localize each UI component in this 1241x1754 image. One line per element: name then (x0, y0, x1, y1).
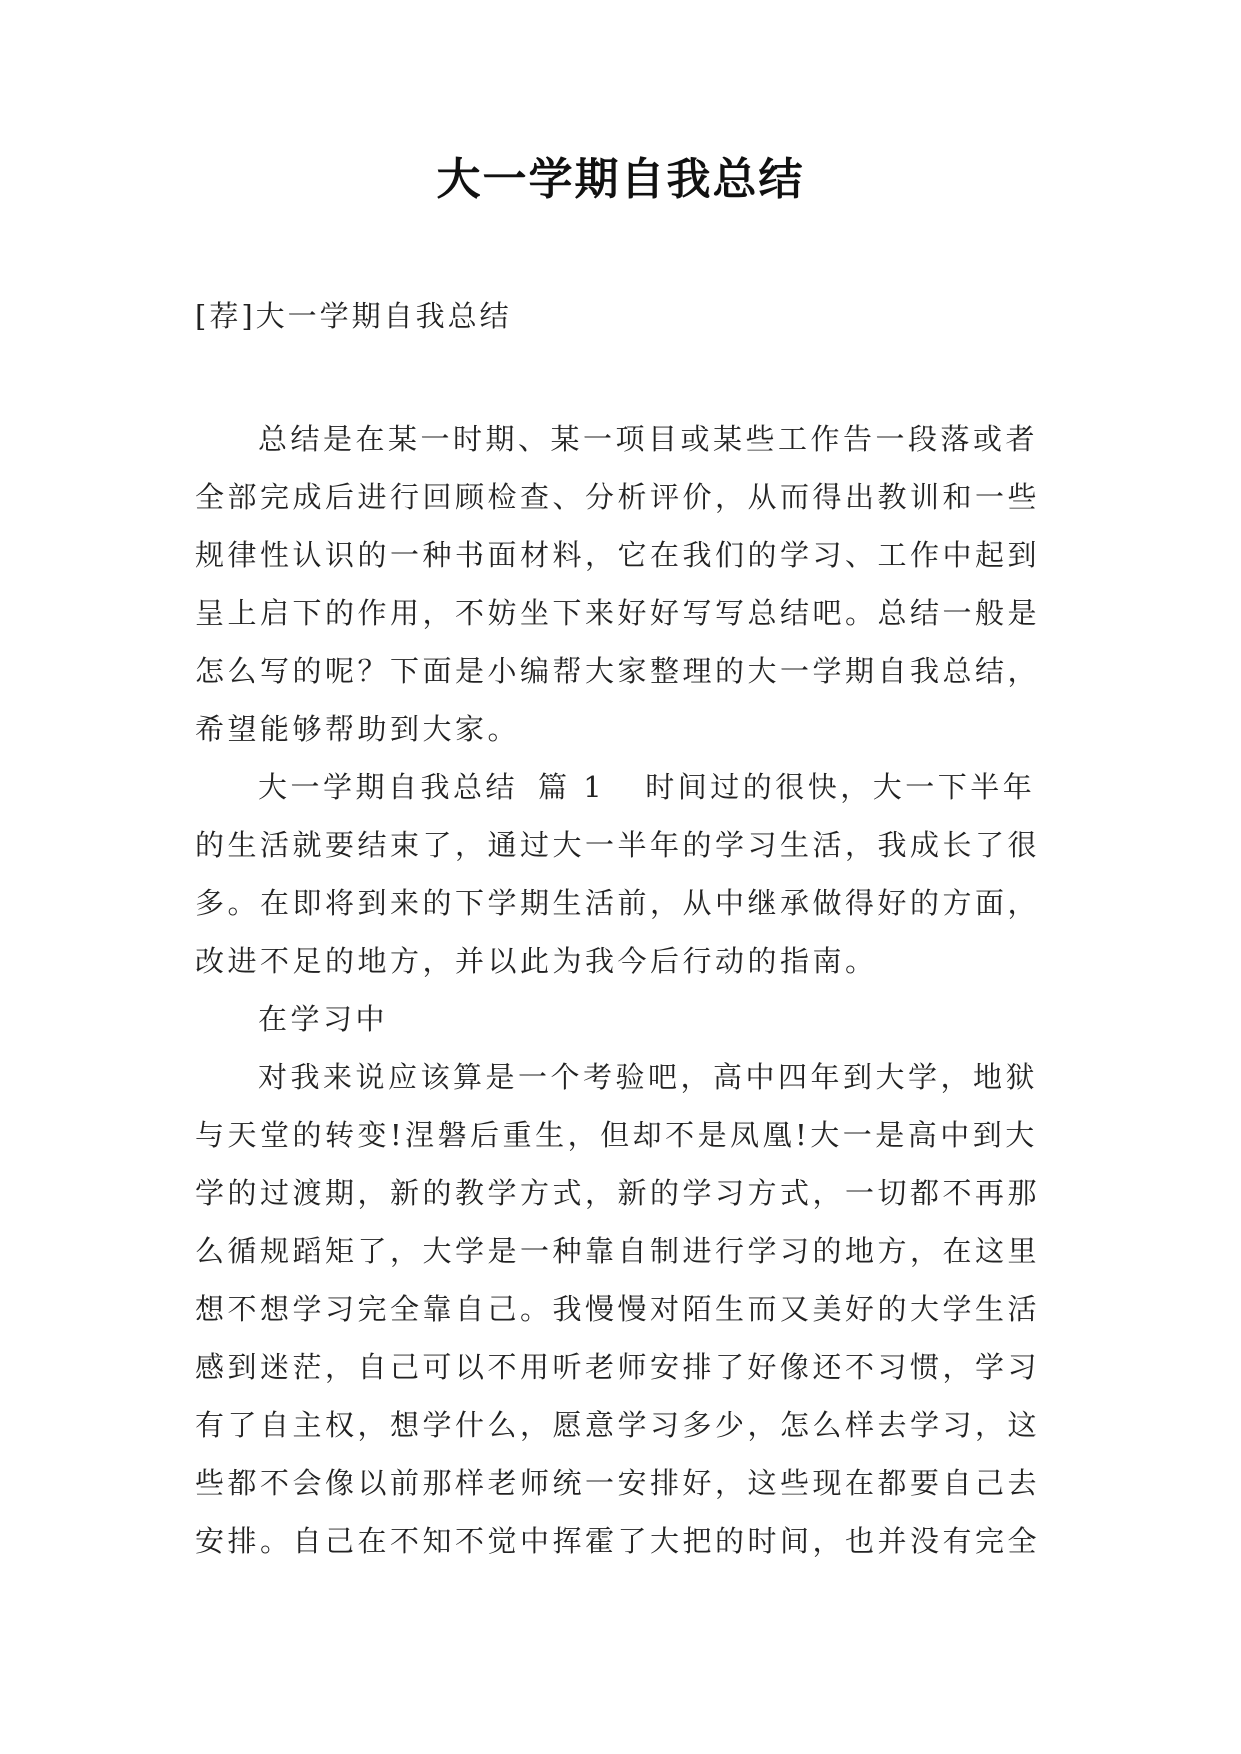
paragraph-line: 感到迷茫，自己可以不用听老师安排了好像还不习惯，学习 (195, 1350, 1041, 1384)
paragraph-line: 全部完成后进行回顾检查、分析评价，从而得出教训和一些 (195, 480, 1041, 514)
section-heading-line (195, 758, 1055, 816)
paragraph-line: 与天堂的转变!涅磐后重生，但却不是凤凰!大一是高中到大 (195, 1118, 1038, 1152)
paragraph-line: 多。在即将到来的下学期生活前，从中继承做得好的方面， (195, 886, 1041, 920)
section-heading: 大一学期自我总结 (258, 770, 519, 804)
paragraph-line: 对我来说应该算是一个考验吧，高中四年到大学，地狱 (258, 1060, 1039, 1094)
paragraph-line: 改进不足的地方，并以此为我今后行动的指南。 (195, 944, 878, 978)
paragraph-line: 学的过渡期，新的教学方式，新的学习方式，一切都不再那 (195, 1176, 1041, 1210)
paragraph-line: 些都不会像以前那样老师统一安排好，这些现在都要自己去 (195, 1466, 1041, 1500)
paragraph-line: 么循规蹈矩了，大学是一种靠自制进行学习的地方，在这里 (195, 1234, 1041, 1268)
paragraph-line: 安排。自己在不知不觉中挥霍了大把的时间，也并没有完全 (195, 1524, 1041, 1558)
paragraph-line: 希望能够帮助到大家。 (195, 712, 521, 746)
paragraph-line: 想不想学习完全靠自己。我慢慢对陌生而又美好的大学生活 (195, 1292, 1041, 1326)
paragraph-line: 怎么写的呢？下面是小编帮大家整理的大一学期自我总结， (195, 654, 1041, 688)
paragraph-line: 的生活就要结束了，通过大一半年的学习生活，我成长了很 (195, 828, 1041, 862)
paragraph-line: 规律性认识的一种书面材料，它在我们的学习、工作中起到 (195, 538, 1041, 572)
paragraph-line: 呈上启下的作用，不妨坐下来好好写写总结吧。总结一般是 (195, 596, 1041, 630)
document-subtitle: [荐]大一学期自我总结 (195, 299, 512, 333)
paragraph-text: 时间过的很快，大一下半年 (645, 770, 1036, 804)
paragraph-line: 总结是在某一时期、某一项目或某些工作告一段落或者 (258, 422, 1039, 456)
document-body (195, 410, 1055, 1570)
section-number: 篇 1 (538, 770, 606, 804)
document-title: 大一学期自我总结 (436, 154, 805, 205)
paragraph-line: 有了自主权，想学什么，愿意学习多少，怎么样去学习，这 (195, 1408, 1041, 1442)
subheading: 在学习中 (258, 1002, 389, 1036)
